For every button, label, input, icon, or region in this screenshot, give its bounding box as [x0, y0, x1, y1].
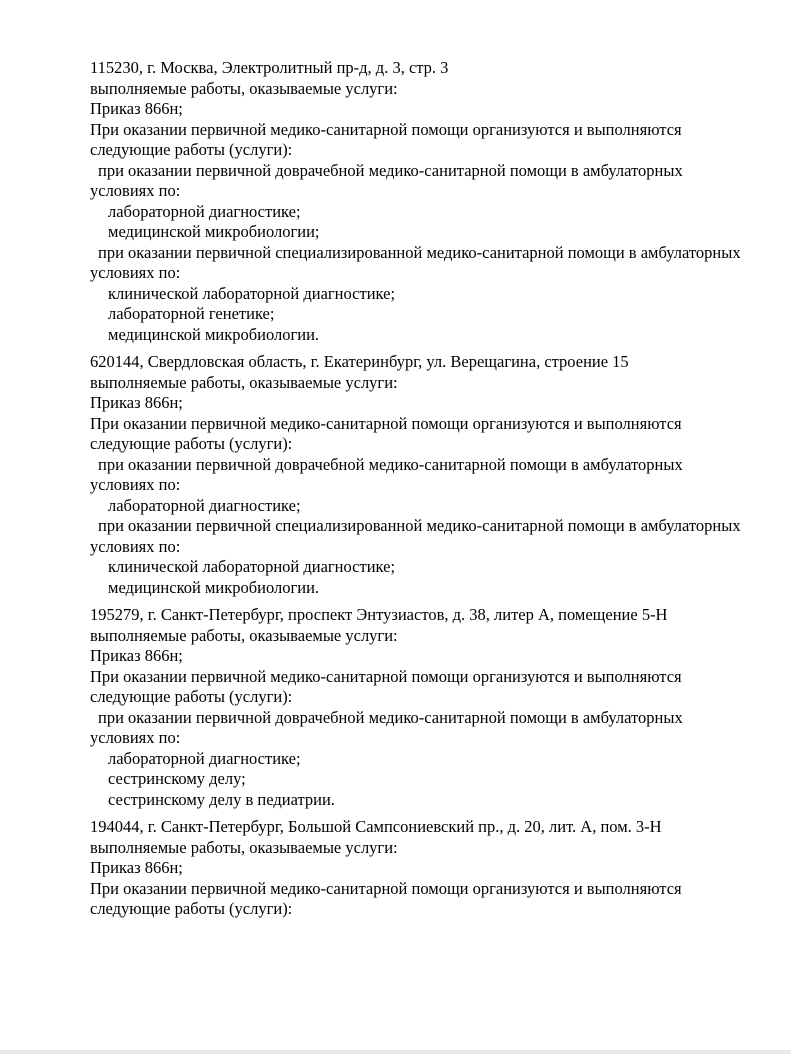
address-section [90, 352, 745, 598]
service-line: сестринскому делу; [108, 769, 246, 788]
address-section [90, 605, 745, 810]
address-line: 115230, г. Москва, Электролитный пр-д, д. 3, стр. 3 [90, 58, 449, 77]
address-line: 195279, г. Санкт-Петербург, проспект Энтузиастов, д. 38, литер А, помещение 5-Н [90, 605, 668, 624]
address-line: 194044, г. Санкт-Петербург, Большой Сампсониевский пр., д. 20, лит. А, пом. 3-Н [90, 817, 662, 836]
service-line: при оказании первичной специализированной медико-санитарной помощи в амбулаторных условиях по: [90, 242, 741, 282]
order-label: Приказ 866н; [90, 646, 183, 665]
service-line: клинической лабораторной диагностике; [108, 557, 396, 576]
works-label: выполняемые работы, оказываемые услуги: [90, 625, 398, 645]
address-section [90, 817, 745, 920]
service-line: медицинской микробиологии. [108, 577, 320, 597]
service-line: при оказании первичной доврачебной медико-санитарной помощи в амбулаторных условиях по: [90, 707, 683, 747]
service-line: при оказании первичной доврачебной медико-санитарной помощи в амбулаторных условиях по: [90, 454, 683, 494]
works-label: выполняемые работы, оказываемые услуги: [90, 837, 398, 857]
service-line: При оказании первичной медико-санитарной помощи организуются и выполняются следующие работы (услуги): [90, 119, 682, 159]
address-section [90, 58, 745, 345]
service-line: При оказании первичной медико-санитарной помощи организуются и выполняются следующие работы (услуги): [90, 878, 682, 918]
works-label: выполняемые работы, оказываемые услуги: [90, 78, 398, 98]
works-label: выполняемые работы, оказываемые услуги: [90, 372, 398, 392]
service-line: лабораторной диагностике; [108, 495, 301, 515]
service-line: лабораторной генетике; [108, 304, 275, 323]
service-line: клинической лабораторной диагностике; [108, 283, 396, 303]
order-label: Приказ 866н; [90, 99, 183, 118]
order-label: Приказ 866н; [90, 393, 183, 412]
service-line: При оказании первичной медико-санитарной помощи организуются и выполняются следующие работы (услуги): [90, 413, 682, 453]
service-line: при оказании первичной специализированной медико-санитарной помощи в амбулаторных условиях по: [90, 516, 741, 556]
service-line: при оказании первичной доврачебной медико-санитарной помощи в амбулаторных условиях по: [90, 160, 683, 200]
service-line: При оказании первичной медико-санитарной помощи организуются и выполняются следующие работы (услуги): [90, 666, 682, 706]
horizontal-scrollbar[interactable] [0, 1050, 791, 1054]
service-line: сестринскому делу в педиатрии. [108, 789, 335, 809]
address-line: 620144, Свердловская область, г. Екатеринбург, ул. Верещагина, строение 15 [90, 352, 629, 371]
service-line: медицинской микробиологии. [108, 324, 320, 344]
service-line: лабораторной диагностике; [108, 748, 301, 768]
service-line: лабораторной диагностике; [108, 201, 301, 221]
service-line: медицинской микробиологии; [108, 222, 320, 241]
order-label: Приказ 866н; [90, 858, 183, 877]
